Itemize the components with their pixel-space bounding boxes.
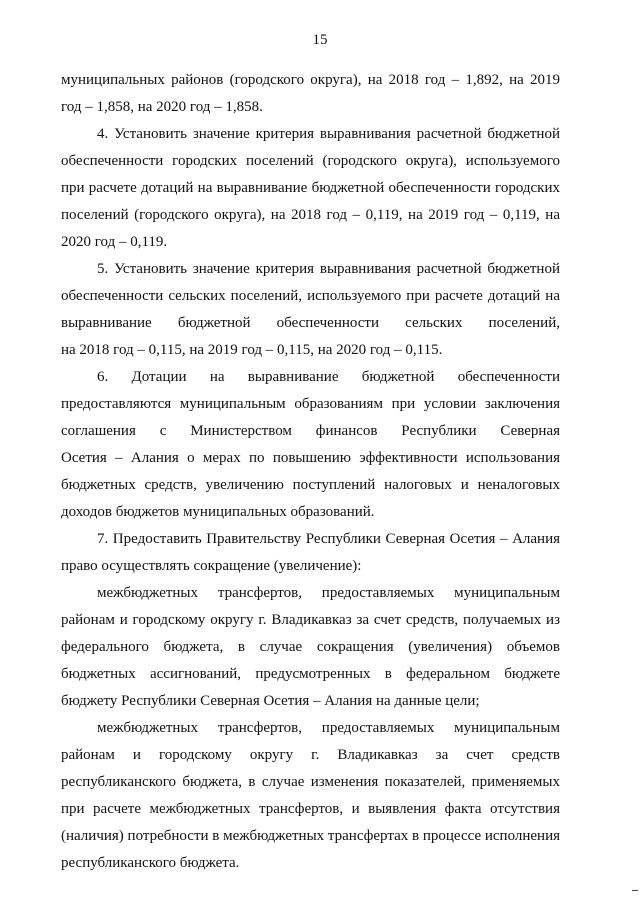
text-line: бюджетных ассигнований, предусмотренных в федеральном бюджете <box>61 666 560 682</box>
text-line: 7. Предоставить Правительству Республики Северная Осетия – Алания <box>97 531 560 547</box>
text-line: бюджетных средств, увеличению поступлений налоговых и неналоговых <box>61 477 560 493</box>
text-line: 6. Дотации на выравнивание бюджетной обеспеченности <box>97 369 560 385</box>
text-line: обеспеченности городских поселений (городского округа), используемого <box>61 153 560 169</box>
text-line: бюджету Республики Северная Осетия – Алания на данные цели; <box>61 693 480 709</box>
text-line: межбюджетных трансфертов, предоставляемых муниципальным <box>97 720 560 736</box>
text-line: выравнивание бюджетной обеспеченности сельских поселений, <box>61 315 560 331</box>
text-line: муниципальных районов (городского округа), на 2018 год – 1,892, на 2019 <box>61 72 560 88</box>
text-line: год – 1,858, на 2020 год – 1,858. <box>61 99 263 115</box>
page-number: 15 <box>312 32 328 48</box>
text-line: доходов бюджетов муниципальных образований. <box>61 504 375 520</box>
text-line: республиканского бюджета, в случае изменения показателей, применяемых <box>61 774 560 790</box>
text-line: федерального бюджета, в случае сокращения (увеличения) объемов <box>61 639 560 655</box>
text-line: Осетия – Алания о мерах по повышению эффективности использования <box>61 450 560 466</box>
text-line: 5. Установить значение критерия выравнивания расчетной бюджетной <box>97 261 560 277</box>
text-line: республиканского бюджета. <box>61 855 240 871</box>
text-line: районам и городскому округу г. Владикавказ за счет средств, получаемых из <box>61 612 560 628</box>
text-line: районам и городскому округу г. Владикавказ за счет средств <box>61 747 560 763</box>
text-line: при расчете дотаций на выравнивание бюджетной обеспеченности городских <box>61 180 560 196</box>
text-line: соглашения с Министерством финансов Республики Северная <box>61 423 560 439</box>
scan-edge-mark <box>632 890 638 891</box>
text-line: 2020 год – 0,119. <box>61 234 168 250</box>
text-line: (наличия) потребности в межбюджетных трансфертах в процессе исполнения <box>61 828 560 844</box>
text-line: право осуществлять сокращение (увеличение): <box>61 558 362 574</box>
text-line: предоставляются муниципальным образованиям при условии заключения <box>61 396 560 412</box>
text-line: 4. Установить значение критерия выравнивания расчетной бюджетной <box>97 126 560 142</box>
text-line: обеспеченности сельских поселений, используемого при расчете дотаций на <box>61 288 560 304</box>
text-line: на 2018 год – 0,115, на 2019 год – 0,115, на 2020 год – 0,115. <box>61 342 443 358</box>
text-line: межбюджетных трансфертов, предоставляемых муниципальным <box>97 585 560 601</box>
text-line: при расчете межбюджетных трансфертов, и выявления факта отсутствия <box>61 801 560 817</box>
text-line: поселений (городского округа), на 2018 год – 0,119, на 2019 год – 0,119, на <box>61 207 560 223</box>
